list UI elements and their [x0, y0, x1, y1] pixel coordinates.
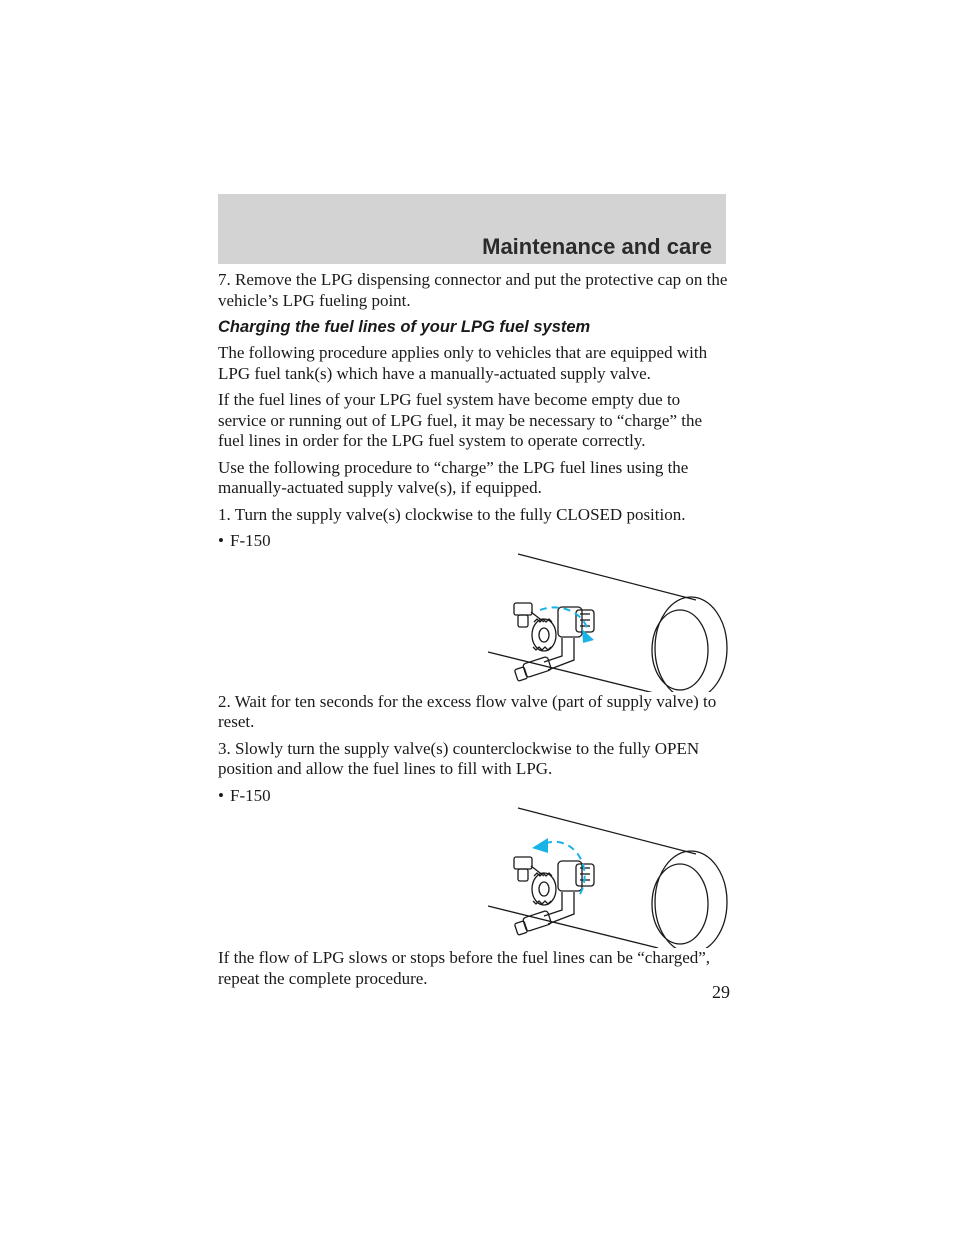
step-3-text: 3. Slowly turn the supply valve(s) counterclockwise to the fully OPEN position and allow the fuel lines to fill with LPG. [218, 738, 700, 778]
paragraph-applies: The following procedure applies only to vehicles that are equipped with LPG fuel tank(s) which have a manually-actuated supply valve. [218, 343, 708, 383]
bullet-icon: • [218, 531, 224, 550]
valve-open-illustration [218, 806, 730, 948]
step-7-text: 7. Remove the LPG dispensing connector and put the protective cap on the vehicle’s LPG fueling point. [218, 270, 728, 310]
page-number: 29 [712, 982, 730, 1002]
step-1-text: 1. Turn the supply valve(s) clockwise to the fully CLOSED position. [218, 504, 686, 524]
section-heading: Charging the fuel lines of your LPG fuel system [218, 318, 591, 336]
section-header-bar [218, 194, 726, 264]
fuel-tank-clockwise-diagram [218, 552, 730, 692]
paragraph-use-procedure: Use the following procedure to “charge” the LPG fuel lines using the manually-actuated supply valve(s), if equipped. [218, 457, 689, 497]
fuel-tank-counterclockwise-diagram [218, 806, 730, 948]
bullet-item-f150-closed [218, 531, 730, 552]
paragraph-empty-lines: If the fuel lines of your LPG fuel system have become empty due to service or running out of LPG fuel, it may be necessary to “charge” the fuel lines in order for the LPG fuel system to operate correctly. [218, 390, 703, 450]
paragraph-repeat: If the flow of LPG slows or stops before the fuel lines can be “charged”, repeat the complete procedure. [218, 948, 711, 988]
bullet-label: F-150 [230, 785, 271, 805]
section-title: Maintenance and care [482, 234, 712, 259]
bullet-item-f150-open [218, 786, 730, 807]
step-2-text: 2. Wait for ten seconds for the excess flow valve (part of supply valve) to reset. [218, 691, 717, 731]
page-content [218, 270, 730, 995]
bullet-label: F-150 [230, 531, 271, 550]
valve-closed-illustration [218, 552, 730, 692]
bullet-icon: • [218, 785, 224, 805]
